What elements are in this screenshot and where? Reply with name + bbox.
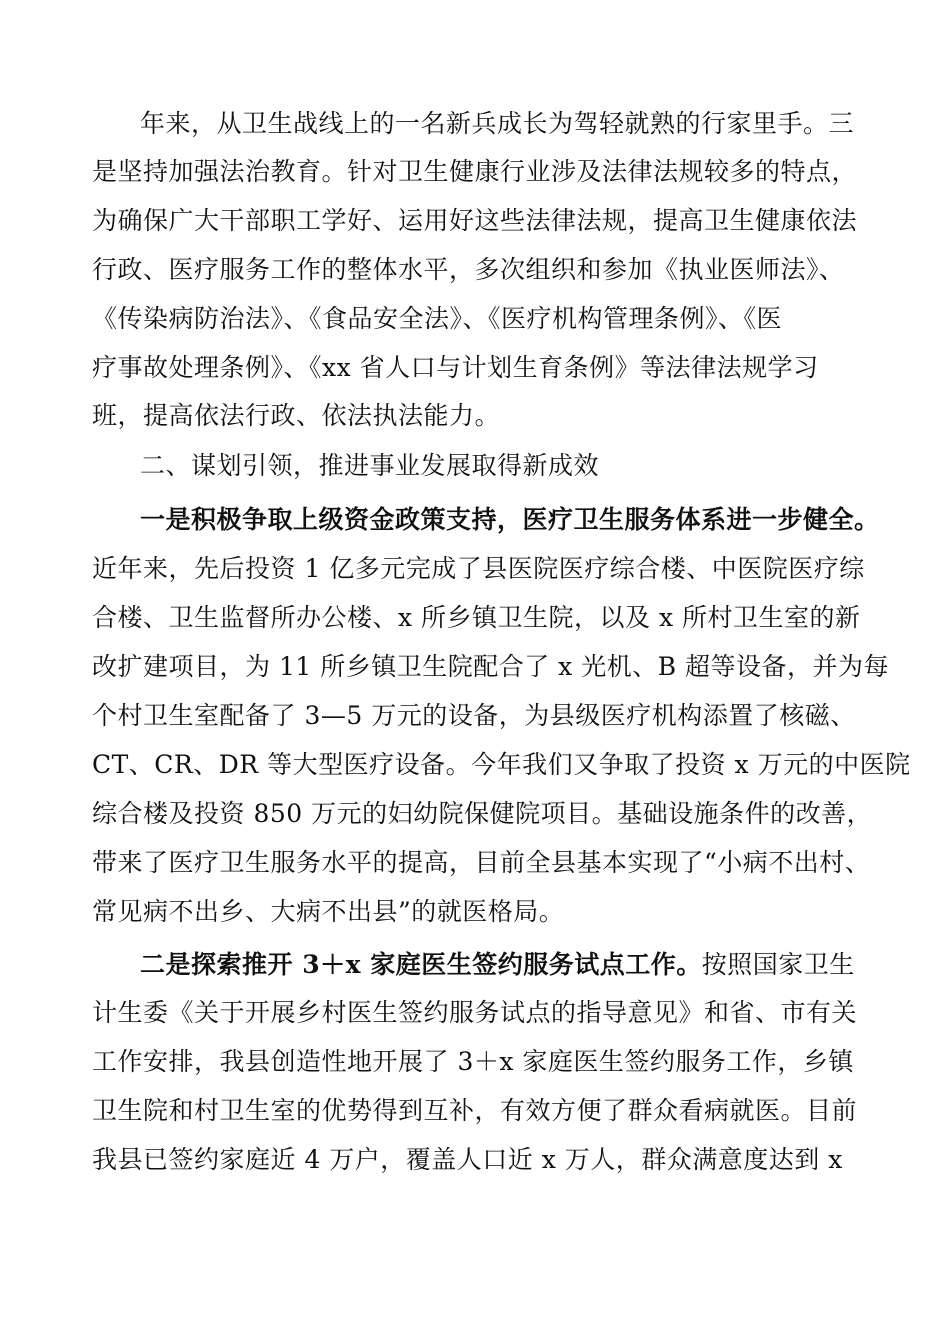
text-line: 近年来，先后投资 1 亿多元完成了县医院医疗综合楼、中医院医疗综 (92, 554, 865, 583)
text-line: 行政、医疗服务工作的整体水平，多次组织和参加《执业医师法》、 (92, 255, 845, 284)
text-line: 疗事故处理条例》、《xx 省人口与计划生育条例》等法律法规学习 (92, 353, 819, 382)
text-fragment: 按照国家卫生 (701, 950, 855, 979)
text-line: 个村卫生室配备了 3—5 万元的设备，为县级医疗机构添置了核磁、 (92, 701, 856, 730)
paragraph-lead: 一是积极争取上级资金政策支持，医疗卫生服务体系进一步健全。 (140, 505, 880, 534)
paragraph-lead: 二是探索推开 3＋x 家庭医生签约服务试点工作。 (140, 950, 702, 979)
text-line: 我县已签约家庭近 4 万户，覆盖人口近 x 万人，群众满意度达到 x (92, 1145, 843, 1174)
text-line: 常见病不出乡、大病不出县”的就医格局。 (92, 897, 565, 926)
text-line: 工作安排，我县创造性地开展了 3＋x 家庭医生签约服务工作，乡镇 (92, 1047, 854, 1076)
paragraph-first-line (140, 949, 855, 981)
text-line: 年来，从卫生战线上的一名新兵成长为驾轻就熟的行家里手。三 (140, 109, 855, 138)
text-line: 综合楼及投资 850 万元的妇幼院保健院项目。基础设施条件的改善， (92, 799, 873, 828)
text-line: 改扩建项目，为 11 所乡镇卫生院配合了 x 光机、B 超等设备，并为每 (92, 652, 890, 681)
text-line: 《传染病防治法》、《食品安全法》、《医疗机构管理条例》、《医 (92, 304, 783, 333)
text-line: 是坚持加强法治教育。针对卫生健康行业涉及法律法规较多的特点， (92, 157, 858, 186)
text-line: CT、CR、DR 等大型医疗设备。今年我们又争取了投资 x 万元的中医院 (92, 750, 911, 779)
text-line: 带来了医疗卫生服务水平的提高，目前全县基本实现了“小病不出村、 (92, 848, 871, 877)
section-heading: 二、谋划引领，推进事业发展取得新成效 (140, 451, 600, 480)
text-line: 班，提高依法行政、依法执法能力。 (92, 401, 501, 430)
text-line: 计生委《关于开展乡村医生签约服务试点的指导意见》和省、市有关 (92, 998, 858, 1027)
text-line: 合楼、卫生监督所办公楼、x 所乡镇卫生院，以及 x 所村卫生室的新 (92, 603, 861, 632)
text-line: 卫生院和村卫生室的优势得到互补，有效方便了群众看病就医。目前 (92, 1096, 858, 1125)
text-line: 为确保广大干部职工学好、运用好这些法律法规，提高卫生健康依法 (92, 206, 858, 235)
